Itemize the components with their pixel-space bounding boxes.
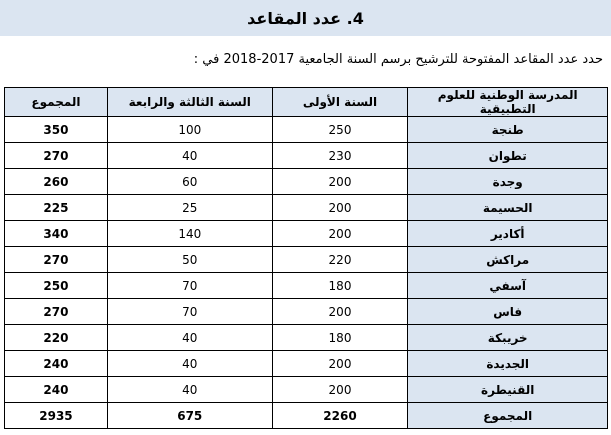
totals-year34: 675 (107, 403, 272, 429)
year34-seats: 50 (107, 247, 272, 273)
year34-seats: 60 (107, 169, 272, 195)
header-year34: السنة الثالثة والرابعة (107, 88, 272, 117)
total-seats: 270 (5, 299, 108, 325)
year34-seats: 70 (107, 273, 272, 299)
school-name: مراكش (408, 247, 608, 273)
school-name: وجدة (408, 169, 608, 195)
table-row (5, 299, 608, 325)
school-name: الجديدة (408, 351, 608, 377)
school-name: القنيطرة (408, 377, 608, 403)
table-row (5, 351, 608, 377)
section-title: 4. عدد المقاعد (247, 8, 364, 28)
table-row (5, 195, 608, 221)
school-name: تطوان (408, 143, 608, 169)
school-name: آسفي (408, 273, 608, 299)
table-row (5, 221, 608, 247)
table-row (5, 377, 608, 403)
school-name: طنجة (408, 117, 608, 143)
header-total: المجموع (5, 88, 108, 117)
year34-seats: 40 (107, 351, 272, 377)
year34-seats: 40 (107, 143, 272, 169)
seats-table (4, 87, 608, 429)
total-seats: 270 (5, 247, 108, 273)
total-seats: 250 (5, 273, 108, 299)
total-seats: 260 (5, 169, 108, 195)
header-school: المدرسة الوطنية للعلوم التطبيقية (408, 88, 608, 117)
year1-seats: 180 (272, 325, 408, 351)
table-row (5, 169, 608, 195)
total-seats: 240 (5, 351, 108, 377)
total-seats: 270 (5, 143, 108, 169)
school-name: فاس (408, 299, 608, 325)
year34-seats: 25 (107, 195, 272, 221)
school-name: الحسيمة (408, 195, 608, 221)
year34-seats: 140 (107, 221, 272, 247)
totals-label: المجموع (408, 403, 608, 429)
totals-total: 2935 (5, 403, 108, 429)
year1-seats: 200 (272, 169, 408, 195)
year1-seats: 250 (272, 117, 408, 143)
table-header-row (5, 88, 608, 117)
total-seats: 220 (5, 325, 108, 351)
year34-seats: 40 (107, 325, 272, 351)
year1-seats: 200 (272, 299, 408, 325)
table-row (5, 273, 608, 299)
year34-seats: 40 (107, 377, 272, 403)
year1-seats: 200 (272, 377, 408, 403)
school-name: أكادير (408, 221, 608, 247)
table-row (5, 143, 608, 169)
section-title-bar (0, 0, 611, 36)
total-seats: 240 (5, 377, 108, 403)
year1-seats: 180 (272, 273, 408, 299)
year1-seats: 200 (272, 351, 408, 377)
total-seats: 350 (5, 117, 108, 143)
header-year1: السنة الأولى (272, 88, 408, 117)
table-row (5, 247, 608, 273)
intro-text: حدد عدد المقاعد المفتوحة للترشيح برسم السنة الجامعية 2017-2018 في : (193, 52, 603, 67)
year1-seats: 200 (272, 195, 408, 221)
school-name: خريبكة (408, 325, 608, 351)
year34-seats: 70 (107, 299, 272, 325)
totals-row (5, 403, 608, 429)
total-seats: 225 (5, 195, 108, 221)
total-seats: 340 (5, 221, 108, 247)
table-row (5, 117, 608, 143)
year1-seats: 220 (272, 247, 408, 273)
totals-year1: 2260 (272, 403, 408, 429)
year1-seats: 200 (272, 221, 408, 247)
year1-seats: 230 (272, 143, 408, 169)
table-row (5, 325, 608, 351)
year34-seats: 100 (107, 117, 272, 143)
